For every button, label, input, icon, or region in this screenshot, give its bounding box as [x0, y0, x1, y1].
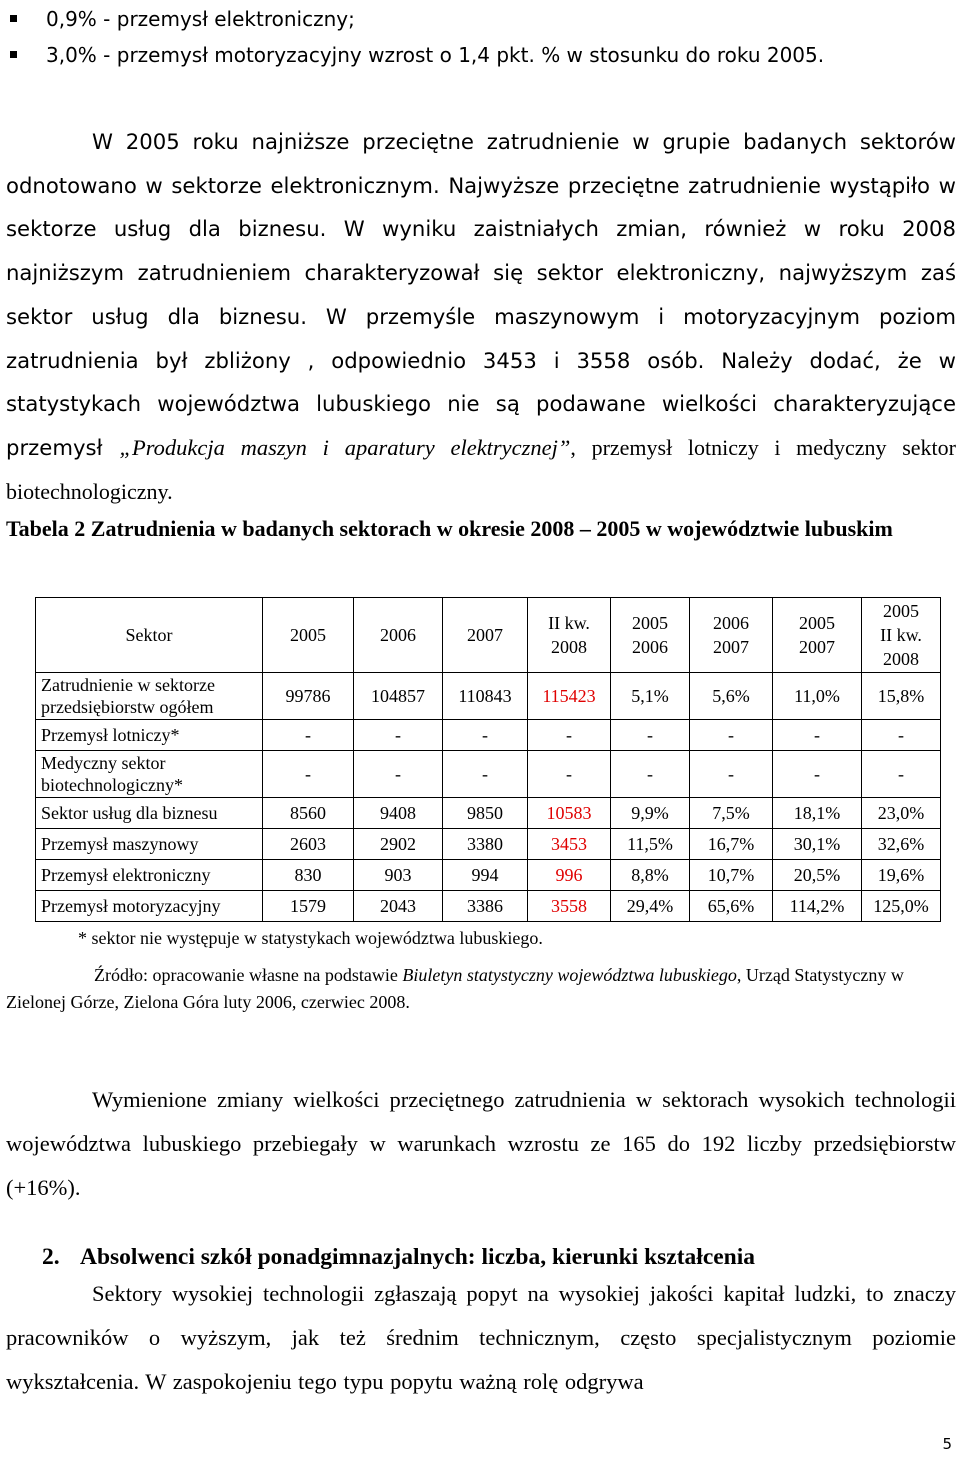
table-cell: 23,0% [862, 798, 941, 829]
table-cell: 104857 [354, 673, 443, 720]
paragraph-changes [6, 1078, 956, 1210]
table-cell: - [443, 751, 528, 798]
table-cell: 16,7% [690, 829, 773, 860]
table-cell: 10,7% [690, 860, 773, 891]
table-cell: - [773, 751, 862, 798]
header-cell: 2005 [263, 598, 354, 673]
table-cell: 125,0% [862, 891, 941, 922]
table-cell: 110843 [443, 673, 528, 720]
table-cell: 19,6% [862, 860, 941, 891]
table-cell-highlight: 3558 [528, 891, 611, 922]
table-cell: - [690, 720, 773, 751]
table-cell: 7,5% [690, 798, 773, 829]
row-label: Przemysł maszynowy [36, 829, 263, 860]
table-cell: - [354, 751, 443, 798]
table-cell: 9,9% [611, 798, 690, 829]
table-cell: 8,8% [611, 860, 690, 891]
table-row [36, 798, 941, 829]
table-cell: 2902 [354, 829, 443, 860]
table-row [36, 751, 941, 798]
table-cell: 114,2% [773, 891, 862, 922]
table-cell: 9850 [443, 798, 528, 829]
bullet-text: 3,0% - przemysł motoryzacyjny wzrost o 1,4 pkt. % w stosunku do roku 2005. [46, 43, 825, 67]
table-cell: - [528, 751, 611, 798]
header-cell: 2005 2006 [611, 598, 690, 673]
table-cell: - [443, 720, 528, 751]
table-row [36, 860, 941, 891]
table-cell: - [611, 751, 690, 798]
table-cell: 1579 [263, 891, 354, 922]
table-cell: - [263, 720, 354, 751]
table-cell: 30,1% [773, 829, 862, 860]
bullet-text: 0,9% - przemysł elektroniczny; [46, 7, 355, 31]
row-label: Medyczny sektor biotechnologiczny* [36, 751, 263, 798]
square-bullet-icon [10, 15, 17, 22]
table-cell: 903 [354, 860, 443, 891]
table-cell: 9408 [354, 798, 443, 829]
row-label: Przemysł elektroniczny [36, 860, 263, 891]
table-cell: 32,6% [862, 829, 941, 860]
table-title: Tabela 2 Zatrudnienia w badanych sektorach w okresie 2008 – 2005 w województwie lubuskim [6, 516, 893, 541]
table-cell: - [263, 751, 354, 798]
table-cell: 11,5% [611, 829, 690, 860]
row-label: Sektor usług dla biznesu [36, 798, 263, 829]
table-cell: 99786 [263, 673, 354, 720]
table-cell: 29,4% [611, 891, 690, 922]
table-cell: 2603 [263, 829, 354, 860]
table-cell: 8560 [263, 798, 354, 829]
table-cell: 15,8% [862, 673, 941, 720]
table-cell: 2043 [354, 891, 443, 922]
header-cell: 2005 II kw. 2008 [862, 598, 941, 673]
table-cell: 18,1% [773, 798, 862, 829]
row-label: Przemysł motoryzacyjny [36, 891, 263, 922]
table-cell: 20,5% [773, 860, 862, 891]
table-row [36, 829, 941, 860]
table-cell-highlight: 115423 [528, 673, 611, 720]
header-cell: Sektor [36, 598, 263, 673]
table-cell: 5,1% [611, 673, 690, 720]
table-header-row [36, 598, 941, 673]
table-cell: - [354, 720, 443, 751]
section-number: 2. [42, 1244, 60, 1270]
paragraph-employment [6, 120, 956, 513]
paragraph-text: Należy dodać, że w statystykach województwa lubuskiego nie są podawane wielkości charakteryzujące przemysł [6, 347, 956, 460]
table-footnote: * sektor nie występuje w statystykach województwa lubuskiego. [78, 928, 543, 948]
table-row [36, 673, 941, 720]
source-italic: Biuletyn statystyczny województwa lubuskiego [402, 965, 737, 985]
table-cell: 3386 [443, 891, 528, 922]
section-heading [42, 1242, 755, 1272]
table-row [36, 891, 941, 922]
table-cell: - [862, 720, 941, 751]
bullet-item [0, 4, 960, 34]
source-note [6, 962, 946, 1016]
table-cell: 65,6% [690, 891, 773, 922]
paragraph-text: Sektory wysokiej technologii zgłaszają popyt na wysokiej jakości kapitał ludzki, to znaczy pracowników o wyższym, jak też średnim technicznym, często specjalistycznym poziomie wykształcenia. W zaspokojeniu tego typu popytu ważną rolę odgrywa [6, 1281, 956, 1394]
header-cell: 2006 [354, 598, 443, 673]
employment-table [35, 597, 941, 922]
table-cell: - [773, 720, 862, 751]
table-cell: 5,6% [690, 673, 773, 720]
source-prefix: Źródło: opracowanie własne na podstawie [94, 965, 398, 985]
square-bullet-icon [10, 51, 17, 58]
table-cell: - [611, 720, 690, 751]
paragraph-italic-text: „Produkcja maszyn i aparatury elektrycznej” [119, 434, 571, 460]
table-cell: 3380 [443, 829, 528, 860]
source-suffix: , Urząd Statystyczny w Zielonej Górze, Zielona Góra luty 2006, czerwiec 2008. [6, 965, 904, 1012]
table-cell: 994 [443, 860, 528, 891]
header-cell: 2005 2007 [773, 598, 862, 673]
bullet-item [0, 40, 960, 70]
table-row [36, 720, 941, 751]
table-cell: 11,0% [773, 673, 862, 720]
table-cell-highlight: 10583 [528, 798, 611, 829]
page-number: 5 [942, 1435, 952, 1453]
paragraph-text: W 2005 roku najniższe przeciętne zatrudnienie w grupie badanych sektorów odnotowano w sektorze elektronicznym. Najwyższe przeciętne zatrudnienie wystąpiło w sektorze usług dla biznesu. W wyniku zaistniałych zmian, również w roku 2008 najniższym zatrudnieniem charakteryzował się sektor elektroniczny, najwyższym zaś sektor usług dla biznesu. W przemyśle maszynowym i motoryzacyjnym poziom zatrudnienia był zbliżony , odpowiednio 3453 i 3558 osób. [6, 129, 956, 373]
header-cell: 2006 2007 [690, 598, 773, 673]
header-cell: 2007 [443, 598, 528, 673]
table-cell: - [862, 751, 941, 798]
section-title: Absolwenci szkół ponadgimnazjalnych: liczba, kierunki kształcenia [80, 1244, 756, 1270]
row-label: Przemysł lotniczy* [36, 720, 263, 751]
table-cell: 830 [263, 860, 354, 891]
row-label: Zatrudnienie w sektorze przedsiębiorstw ogółem [36, 673, 263, 720]
table-cell-highlight: 996 [528, 860, 611, 891]
paragraph-text: , przemysł lotniczy i medyczny sektor biotechnologiczny. [6, 434, 956, 504]
paragraph-graduates [6, 1272, 956, 1404]
header-cell: II kw. 2008 [528, 598, 611, 673]
paragraph-text: Wymienione zmiany wielkości przeciętnego zatrudnienia w sektorach wysokich technologii województwa lubuskiego przebiegały w warunkach wzrostu ze 165 do 192 liczby przedsiębiorstw (+16%). [6, 1087, 956, 1200]
table-cell: - [528, 720, 611, 751]
table-cell: - [690, 751, 773, 798]
table-cell-highlight: 3453 [528, 829, 611, 860]
